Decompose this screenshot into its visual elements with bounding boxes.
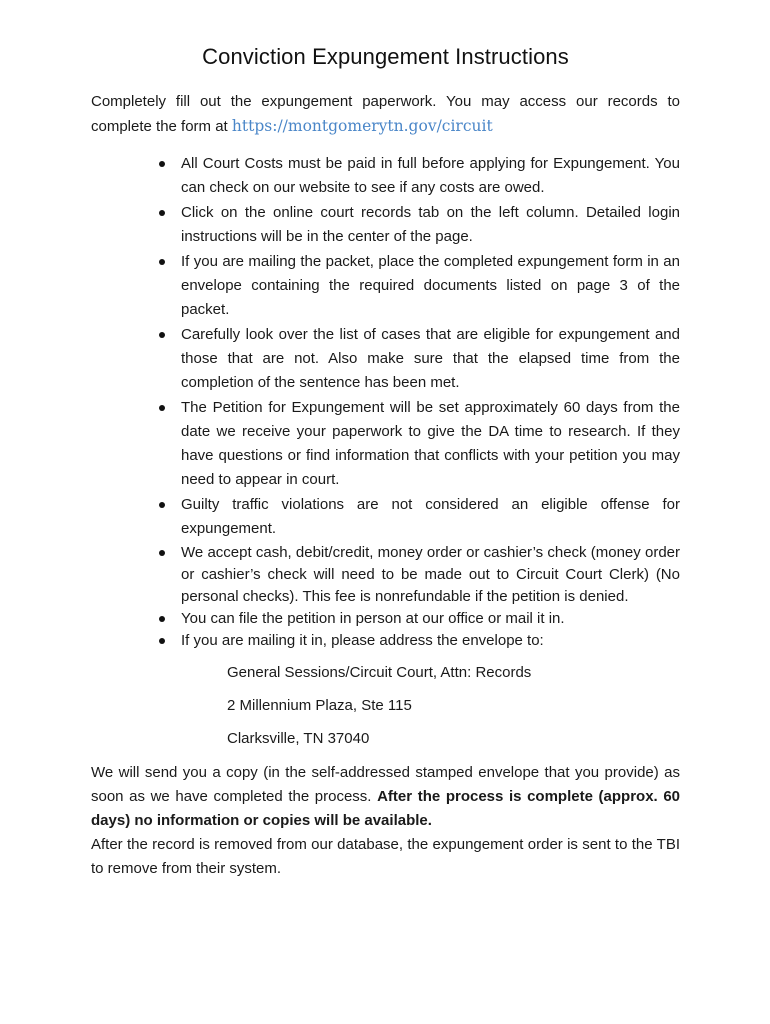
list-item: [181, 152, 680, 200]
list-item: [181, 201, 680, 249]
closing-bold-text: After the process is complete (approx. 60 days) no information or copies will be available.: [91, 788, 680, 829]
list-item-text: All Court Costs must be paid in full before applying for Expungement. You can check on our website to see if any costs are owed.: [181, 155, 680, 196]
list-item-text: You can file the petition in person at our office or mail it in.: [181, 610, 565, 627]
list-item-text: The Petition for Expungement will be set approximately 60 days from the date we receive your paperwork to give the DA time to research. If they have questions or find information that conflicts with your petition you may need to appear in court.: [181, 399, 680, 488]
bullet-icon: [159, 502, 165, 508]
address-line-3: Clarksville, TN 37040: [227, 730, 370, 747]
closing-paragraph: [91, 761, 680, 833]
list-item: [181, 250, 680, 322]
list-item: [181, 542, 680, 608]
list-item-text: If you are mailing it in, please address the envelope to:: [181, 632, 544, 649]
records-link[interactable]: https://montgomerytn.gov/circuit: [231, 117, 493, 135]
list-item-text: Click on the online court records tab on the left column. Detailed login instructions will be in the center of the page.: [181, 204, 680, 245]
list-item-text: We accept cash, debit/credit, money order or cashier’s check (money order or cashier’s check will need to be made out to Circuit Court Clerk) (No personal checks). This fee is nonrefundable if the petition is denied.: [181, 544, 680, 605]
bullet-icon: [159, 405, 165, 411]
address-line-1: General Sessions/Circuit Court, Attn: Records: [227, 664, 532, 681]
list-item: [181, 608, 680, 630]
final-paragraph: After the record is removed from our database, the expungement order is sent to the TBI to remove from their system.: [91, 836, 680, 877]
list-item-text: If you are mailing the packet, place the completed expungement form in an envelope containing the required documents listed on page 3 of the packet.: [181, 253, 680, 318]
bullet-icon: [159, 550, 165, 556]
intro-paragraph: [91, 90, 680, 139]
list-item-text: Carefully look over the list of cases that are eligible for expungement and those that are not. Also make sure that the elapsed time from the completion of the sentence has been met.: [181, 326, 680, 391]
instructions-list: [91, 152, 680, 652]
page-title: Conviction Expungement Instructions: [202, 44, 569, 69]
bullet-icon: [159, 161, 165, 167]
mailing-address: [91, 662, 680, 750]
bullet-icon: [159, 638, 165, 644]
list-item-text: Guilty traffic violations are not considered an eligible offense for expungement.: [181, 496, 680, 537]
list-item: [181, 493, 680, 541]
closing-text: We will send you a copy (in the self-addressed stamped envelope that you provide) as soon as we have completed the process.: [91, 764, 680, 805]
list-item: [181, 323, 680, 395]
bullet-icon: [159, 210, 165, 216]
bullet-icon: [159, 332, 165, 338]
address-line-2: 2 Millennium Plaza, Ste 115: [227, 697, 412, 714]
list-item: [181, 396, 680, 492]
bullet-icon: [159, 259, 165, 265]
list-item: [181, 630, 680, 652]
bullet-icon: [159, 616, 165, 622]
intro-text: Completely fill out the expungement paperwork. You may access our records to complete the form at: [91, 93, 680, 135]
